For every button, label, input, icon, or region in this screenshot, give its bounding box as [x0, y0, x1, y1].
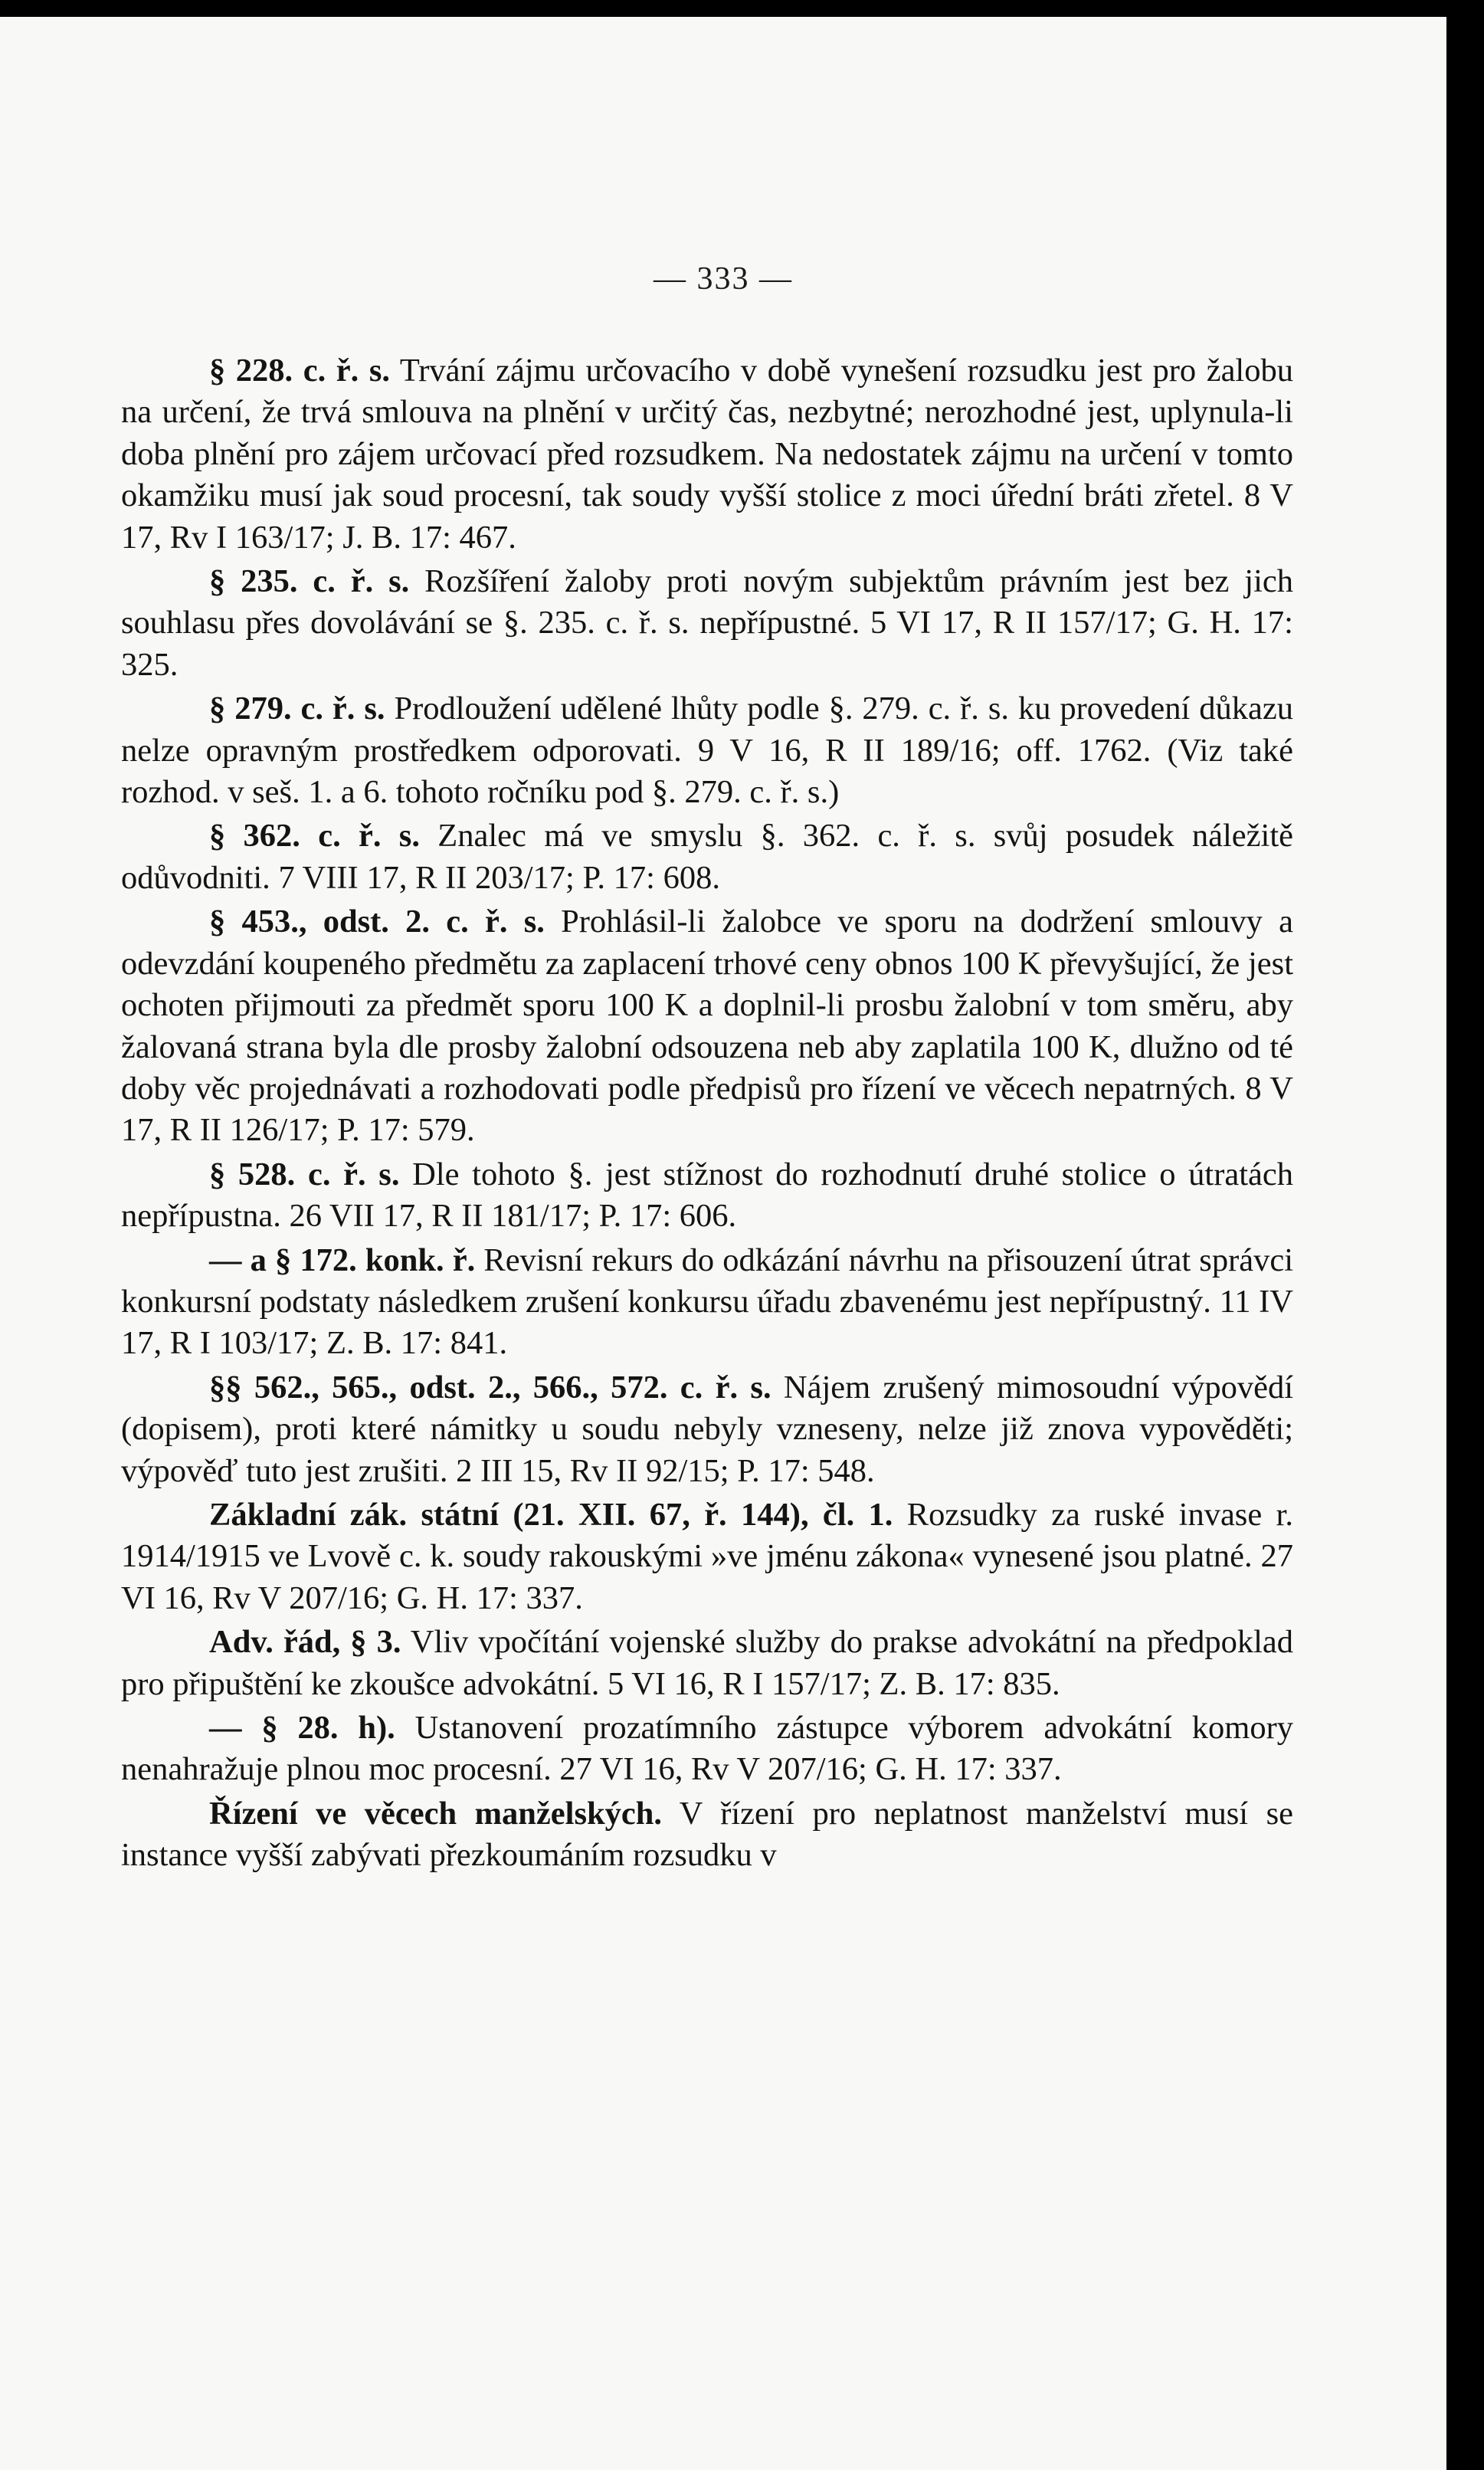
entry-text: Trvání zájmu určovacího v době vynešení rozsudku jest pro žalobu na určení, že trvá smlouva na plnění v určitý čas, nezbytné; nerozhodné jest, uplynula-li doba plnění pro zájem určovací před rozsudkem. Na nedostatek zájmu na určení v tomto okamžiku musí jak soud procesní, tak soudy vyšší stolice z moci úřední bráti zřetel.	[121, 353, 1293, 514]
entry-reference: § 362. c. ř. s.	[209, 818, 420, 854]
entry-paragraph	[121, 350, 1293, 559]
entry-citation: 7 VIII 17, R II 203/17; P. 17: 608.	[278, 859, 720, 896]
entry-reference: §§ 562., 565., odst. 2., 566., 572. c. ř. s.	[209, 1369, 771, 1406]
entry-reference: Základní zák. státní (21. XII. 67, ř. 144), čl. 1.	[209, 1496, 893, 1533]
entry-text: Vliv vpočítání vojenské služby do prakse advokátní na předpoklad pro připuštění ke zkoušce advokátní.	[121, 1624, 1294, 1702]
entry-reference: — § 28. h).	[209, 1710, 395, 1746]
entry-paragraph	[121, 1240, 1293, 1365]
entry-text: Nájem zrušený mimosoudní výpovědí (dopisem), proti které námitky u soudu nebyly vzneseny, nelze již znova vypověděti; výpověď tuto jest zrušiti.	[121, 1369, 1294, 1489]
entry-citation: 27 VI 16, Rv V 207/16; G. H. 17: 337.	[559, 1751, 1062, 1788]
entry-reference: § 235. c. ř. s.	[209, 563, 410, 600]
entry-citation: 2 III 15, Rv II 92/15; P. 17: 548.	[456, 1452, 875, 1489]
entry-reference: § 228. c. ř. s.	[209, 353, 391, 389]
entry-reference: § 453., odst. 2. c. ř. s.	[209, 904, 545, 940]
entry-text: V řízení pro neplatnost manželství musí se instance vyšší zabývati přezkoumáním rozsudku v	[121, 1795, 1294, 1874]
entry-text: Dle tohoto §. jest stížnost do rozhodnutí druhé stolice o útratách nepřípustna.	[121, 1156, 1293, 1235]
entry-reference: § 528. c. ř. s.	[209, 1156, 400, 1192]
entry-paragraph	[121, 1707, 1293, 1791]
entry-citation: 26 VII 17, R II 181/17; P. 17: 606.	[289, 1198, 737, 1235]
entry-reference: § 279. c. ř. s.	[209, 690, 385, 727]
entry-text: Rozšíření žaloby proti novým subjektům právním jest bez jich souhlasu přes dovolávání se §. 235. c. ř. s. nepřípustné.	[121, 563, 1293, 641]
entry-citation: 11 IV 17, R I 103/17; Z. B. 17: 841.	[121, 1283, 1293, 1362]
entry-paragraph	[121, 901, 1293, 1151]
entry-text: Ustanovení prozatímního zástupce výborem advokátní komory nenahražuje plnou moc procesní.	[121, 1710, 1293, 1788]
entry-reference: — a § 172. konk. ř.	[209, 1242, 476, 1278]
entry-text: Prohlásil-li žalobce ve sporu na dodržení smlouvy a odevzdání koupeného předmětu za zaplacení trhové ceny obnos 100 K převyšující, že jest ochoten přijmouti za předmět sporu 100 K a doplnil-li prosbu žalobní v tom směru, aby žalovaná strana byla dle prosby žalobní odsouzena neb aby zaplatila 100 K, dlužno od té doby věc projednávati a rozhodovati podle předpisů pro řízení ve věcech nepatrných.	[121, 904, 1293, 1107]
entry-citation: 8 V 17, Rv I 163/17; J. B. 17: 467.	[121, 477, 1293, 556]
page-text	[121, 350, 1293, 1879]
entry-paragraph	[121, 815, 1293, 899]
entry-citation: 8 V 17, R II 126/17; P. 17: 579.	[121, 1070, 1293, 1149]
entry-reference: Řízení ve věcech manželských.	[209, 1795, 663, 1832]
entry-text: Revisní rekurs do odkázání návrhu na přisouzení útrat správci konkursní podstaty následkem zrušení konkursu úřadu zbavenému jest nepřípustný.	[121, 1242, 1294, 1320]
entry-text: Prodloužení udělené lhůty podle §. 279. c. ř. s. ku provedení důkazu nelze opravným prostředkem odporovati.	[121, 690, 1293, 769]
entry-citation: 5 VI 17, R II 157/17; G. H. 17: 325.	[121, 605, 1293, 683]
entry-paragraph	[121, 1494, 1293, 1619]
entry-text: Rozsudky za ruské invase r. 1914/1915 ve Lvově c. k. soudy rakouskými »ve jménu zákona« vynesené jsou platné.	[121, 1496, 1293, 1575]
entry-paragraph	[121, 1154, 1293, 1238]
entry-paragraph	[121, 1793, 1293, 1877]
entry-citation: 9 V 16, R II 189/16; off. 1762. (Viz také rozhod. v seš. 1. a 6. tohoto ročníku pod §. 279. c. ř. s.)	[121, 732, 1293, 811]
entry-text: Znalec má ve smyslu §. 362. c. ř. s. svůj posudek náležitě odůvodniti.	[121, 818, 1294, 896]
page-number: — 333 —	[654, 261, 793, 297]
entry-reference: Adv. řád, § 3.	[209, 1624, 401, 1661]
entry-paragraph	[121, 561, 1293, 686]
entry-citation: 27 VI 16, Rv V 207/16; G. H. 17: 337.	[121, 1538, 1294, 1616]
entry-paragraph	[121, 688, 1293, 813]
entry-citation: 5 VI 16, R I 157/17; Z. B. 17: 835.	[607, 1665, 1060, 1702]
entry-paragraph	[121, 1367, 1293, 1492]
book-page	[0, 17, 1446, 2470]
entry-paragraph	[121, 1622, 1293, 1705]
